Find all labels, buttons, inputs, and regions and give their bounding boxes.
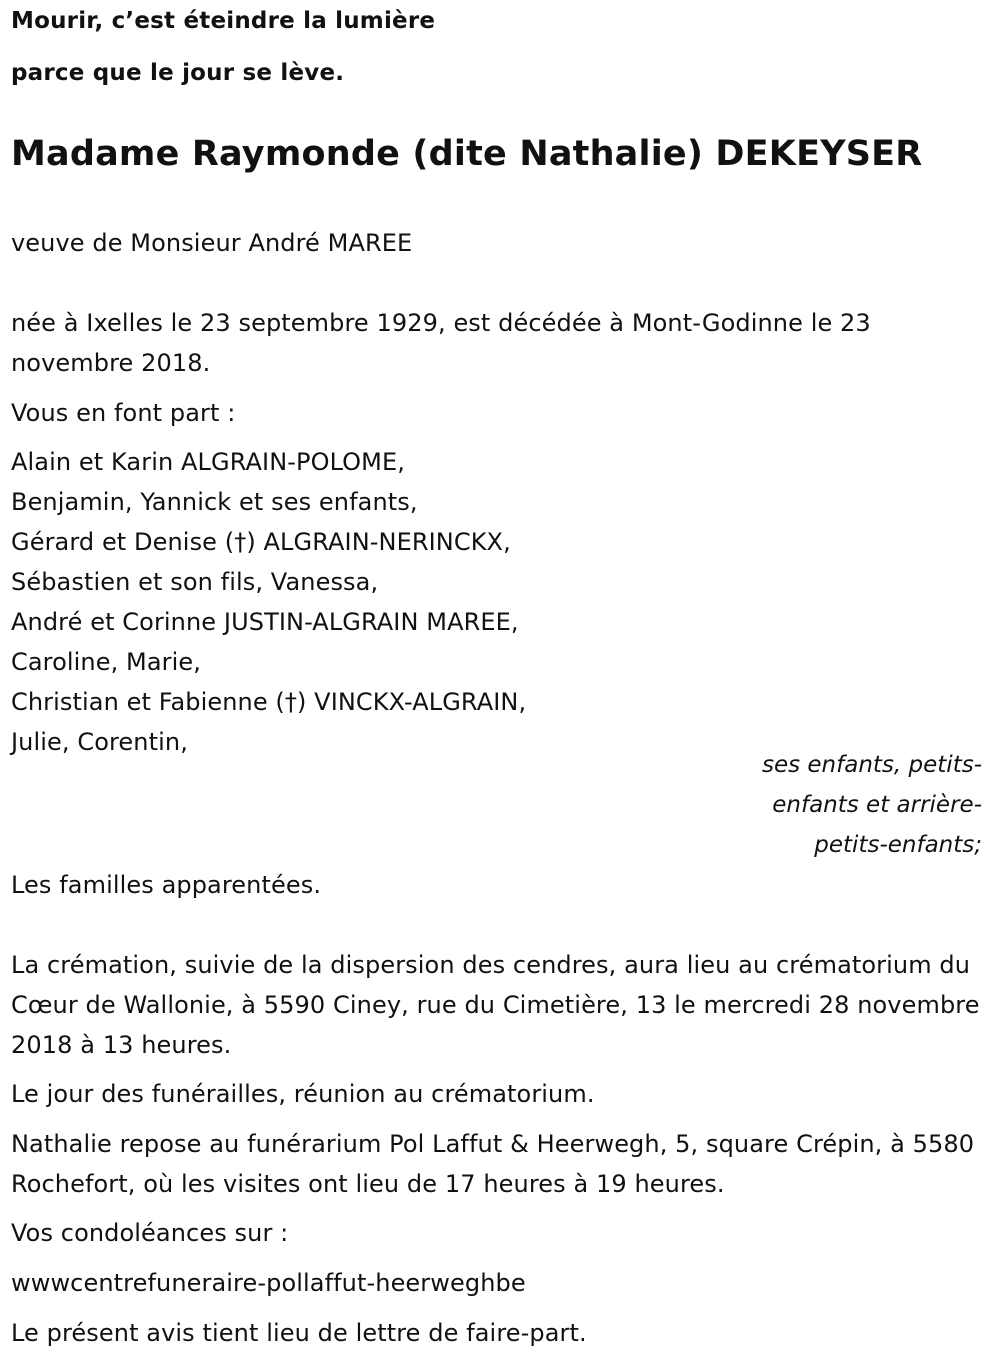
family-line: Alain et Karin ALGRAIN-POLOME,: [11, 448, 405, 476]
repose-paragraph: Nathalie repose au funérarium Pol Laffut & Heerwegh, 5, square Crépin, à 5580 Rochefort, où les visites ont lieu de 17 heures à 19 heures.: [11, 1130, 975, 1198]
family-line: Gérard et Denise (†) ALGRAIN-NERINCKX,: [11, 528, 511, 556]
epigraph-line-2: parce que le jour se lève.: [11, 60, 345, 86]
family-line: Sébastien et son fils, Vanessa,: [11, 568, 379, 596]
family-line: Benjamin, Yannick et ses enfants,: [11, 488, 418, 516]
announce-intro: Vous en font part :: [11, 399, 236, 427]
family-line: Julie, Corentin,: [11, 728, 188, 756]
family-line: André et Corinne JUSTIN-ALGRAIN MAREE,: [11, 608, 519, 636]
condolences-intro: Vos condoléances sur :: [11, 1219, 289, 1247]
family-line: Caroline, Marie,: [11, 648, 202, 676]
related-families: Les familles apparentées.: [11, 871, 322, 899]
deceased-name-heading: Madame Raymonde (dite Nathalie) DEKEYSER: [11, 134, 923, 174]
family-signoff: ses enfants, petits-enfants et arrière-petits-enfants;: [761, 752, 982, 858]
family-line: Christian et Fabienne (†) VINCKX-ALGRAIN,: [11, 688, 527, 716]
condolences-website: wwwcentrefuneraire-pollaffut-heerweghbe: [11, 1269, 526, 1297]
gathering-line: Le jour des funérailles, réunion au crématorium.: [11, 1080, 595, 1108]
spouse-line: veuve de Monsieur André MAREE: [11, 229, 413, 257]
epigraph-line-1: Mourir, c’est éteindre la lumière: [11, 8, 436, 34]
closing-line: Le présent avis tient lieu de lettre de faire-part.: [11, 1319, 587, 1347]
birth-death-paragraph: née à Ixelles le 23 septembre 1929, est décédée à Mont-Godinne le 23 novembre 2018.: [11, 309, 871, 377]
cremation-paragraph: La crémation, suivie de la dispersion des cendres, aura lieu au crématorium du Cœur de Wallonie, à 5590 Ciney, rue du Cimetière, 13 le mercredi 28 novembre 2018 à 13 heures.: [11, 951, 980, 1059]
